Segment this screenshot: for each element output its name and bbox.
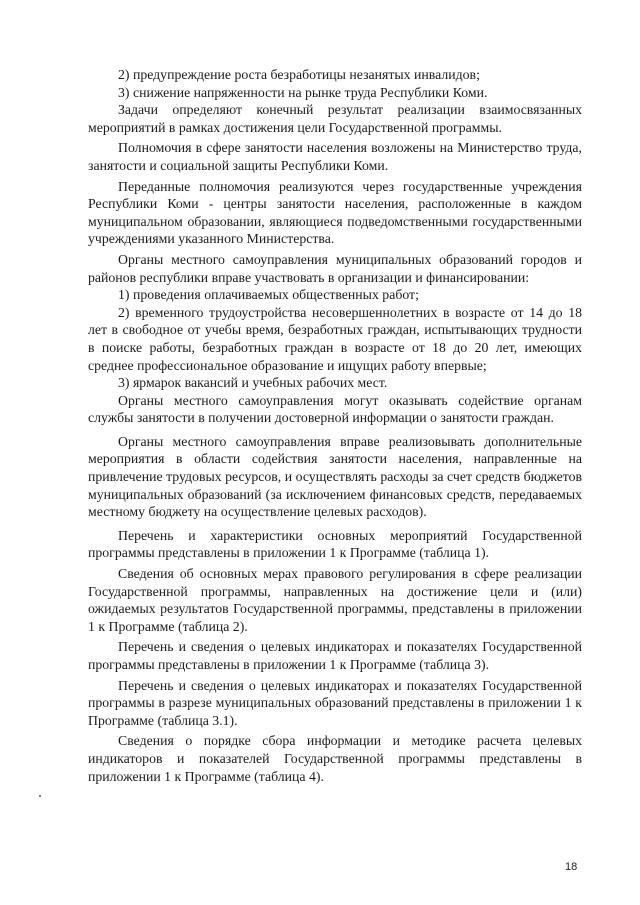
list-item-temporary-employment: 2) временного трудоустройства несовершеннолетних в возрасте от 14 до 18 лет в свободное от учебы время, безработных граждан, испытывающих трудности в поиске работы, безработных граждан в возрасте от 18 до 20 лет, имеющих среднее профессиональное образование и ищущих работу впервые; [88,304,582,373]
list-item-reduce-labor-market-tension: 3) снижение напряженности на рынке труда Республики Коми. [118,84,488,100]
paragraph-local-authorities-rights: Органы местного самоуправления муниципальных образований городов и районов республики вправе участвовать в организации и финансировании: [88,251,582,285]
page-number: 18 [565,861,578,873]
list-item-prevent-unemployment-growth: 2) предупреждение роста безработицы незанятых инвалидов; [118,67,480,82]
paragraph-additional-measures: Органы местного самоуправления вправе реализовывать дополнительные мероприятия в области содействия занятости населения, направленные на привлечение трудовых ресурсов, и осуществлять расходы за счет средств бюджетов муниципальных образований (за исключением финансовых средств, передаваемых местному бюджету на осуществление целевых расходов). [88,433,582,520]
paragraph-tasks: Задачи определяют конечный результат реализации взаимосвязанных мероприятий в рамках достижения цели Государственной программы. [88,102,582,135]
document-body [88,66,582,785]
list-item-job-fairs: 3) ярмарок вакансий и учебных рабочих мест. [118,375,388,391]
paragraph-indicators-by-municipality: Перечень и сведения о целевых индикаторах и показателях Государственной программы в разрезе муниципальных образований представлены в приложении 1 к Программе (таблица 3.1). [88,677,582,728]
paragraph-delegated-powers: Переданные полномочия реализуются через государственные учреждения Республики Коми - центры занятости населения, расположенные в каждом муниципальном образовании, являющиеся подведомственными государственными учреждениями указанного Министерства. [88,178,582,247]
paragraph-powers: Полномочия в сфере занятости населения возложены на Министерство труда, занятости и социальной защиты Республики Коми. [88,140,582,173]
list-item-public-works: 1) проведения оплачиваемых общественных работ; [118,287,419,303]
paragraph-local-authorities-assistance: Органы местного самоуправления могут оказывать содействие органам службы занятости в получении достоверной информации о занятости граждан. [88,392,582,426]
paragraph-data-collection: Сведения о порядке сбора информации и методике расчета целевых индикаторов и показателей Государственной программы представлены в приложении 1 к Программе (таблица 4). [88,733,582,784]
paragraph-target-indicators: Перечень и сведения о целевых индикаторах и показателях Государственной программы представлены в приложении 1 к Программе (таблица 3). [88,639,582,672]
paragraph-legal-regulation: Сведения об основных мерах правового регулирования в сфере реализации Государственной программы, направленных на достижение цели и (или) ожидаемых результатов Государственной программы, представлены в приложении 1 к Программе (таблица 2). [88,566,582,634]
paragraph-main-activities: Перечень и характеристики основных мероприятий Государственной программы представлены в приложении 1 к Программе (таблица 1). [88,527,582,561]
scan-artifact [39,795,41,797]
